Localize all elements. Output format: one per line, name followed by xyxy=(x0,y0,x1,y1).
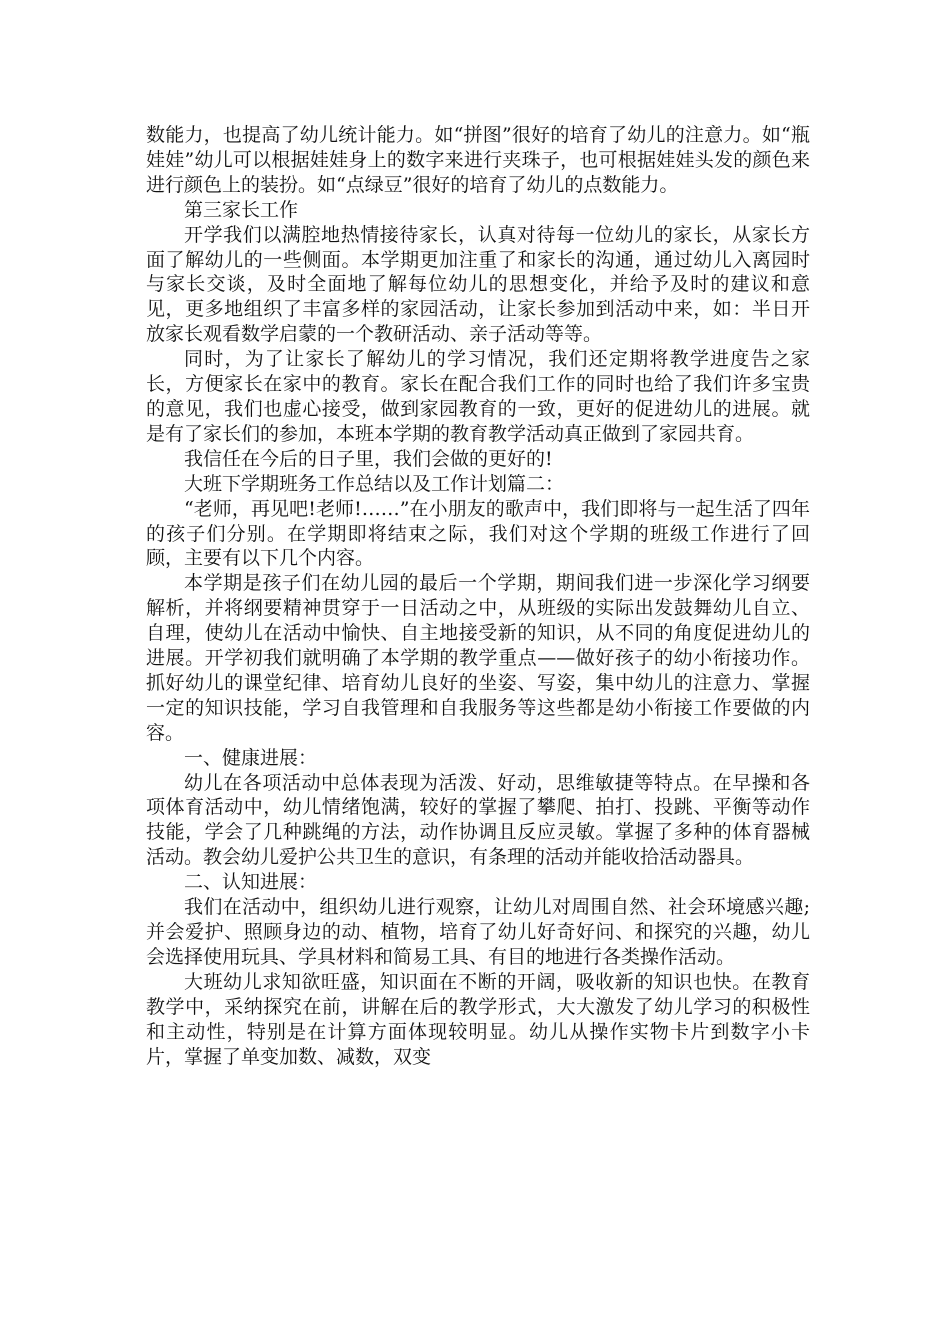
section-heading-parents: 第三家长工作 xyxy=(184,198,299,221)
paragraph-10: 幼儿在各项活动中总体表现为活泼、好动，思维敏捷等特点。在早操和各项体育活动中，幼儿情绪饱满，较好的掌握了攀爬、拍打、投跳、平衡等动作技能，学会了几种跳绳的方法，动作协调且反应灵敏。掌握了多种的体育器械活动。教会幼儿爱护公共卫生的意识，有条理的活动并能收拾活动器具。 xyxy=(146,771,810,869)
section-heading-cognition: 二、认知进展： xyxy=(184,871,318,894)
section-heading-health: 一、健康进展： xyxy=(184,746,318,769)
paragraph-5: 我信任在今后的日子里，我们会做的更好的! xyxy=(184,447,553,470)
paragraph-4: 同时，为了让家长了解幼儿的学习情况，我们还定期将教学进度告之家长，方便家长在家中的教育。家长在配合我们工作的同时也给了我们许多宝贵的意见，我们也虚心接受，做到家园教育的一致，更好的促进幼儿的进展。就是有了家长们的参加，本班本学期的教育教学活动真正做到了家园共育。 xyxy=(146,348,810,445)
document-body xyxy=(146,123,810,1069)
section-heading-part-two: 大班下学期班务工作总结以及工作计划篇二： xyxy=(184,472,565,495)
paragraph-8: 本学期是孩子们在幼儿园的最后一个学期，期间我们进一步深化学习纲要解析，并将纲要精神贯穿于一日活动之中，从班级的实际出发鼓舞幼儿自立、自理，使幼儿在活动中愉快、自主地接受新的知识，从不同的角度促进幼儿的进展。开学初我们就明确了本学期的教学重点——做好孩子的幼小衔接功作。抓好幼儿的课堂纪律、培育幼儿良好的坐姿、写姿，集中幼儿的注意力、掌握一定的知识技能，学习自我管理和自我服务等这些都是幼小衔接工作要做的内容。 xyxy=(146,572,810,744)
paragraph-7: “老师，再见吧!老师!……”在小朋友的歌声中，我们即将与一起生活了四年的孩子们分别。在学期即将结束之际，我们对这个学期的班级工作进行了回顾，主要有以下几个内容。 xyxy=(146,497,810,570)
paragraph-1: 数能力，也提高了幼儿统计能力。如“拼图”很好的培育了幼儿的注意力。如“瓶娃娃”幼儿可以根据娃娃身上的数字来进行夹珠子，也可根据娃娃头发的颜色来进行颜色上的装扮。如“点绿豆”很好的培育了幼儿的点数能力。 xyxy=(146,124,810,196)
paragraph-3: 开学我们以满腔地热情接待家长，认真对待每一位幼儿的家长，从家长方面了解幼儿的一些侧面。本学期更加注重了和家长的沟通，通过幼儿入离园时与家长交谈，及时全面地了解每位幼儿的思想变化，并给予及时的建议和意见，更多地组织了丰富多样的家园活动，让家长参加到活动中来，如：半日开放家长观看数学启蒙的一个教研活动、亲子活动等等。 xyxy=(146,223,810,346)
paragraph-12: 我们在活动中，组织幼儿进行观察，让幼儿对周围自然、社会环境感兴趣;并会爱护、照顾身边的动、植物，培育了幼儿好奇好问、和探究的兴趣，幼儿会选择使用玩具、学具材料和简易工具、有目的地进行各类操作活动。 xyxy=(146,896,810,968)
paragraph-13: 大班幼儿求知欲旺盛，知识面在不断的开阔，吸收新的知识也快。在教育教学中，采纳探究在前，讲解在后的教学形式，大大激发了幼儿学习的积极性和主动性，特别是在计算方面体现较明显。幼儿从操作实物卡片到数字小卡片，掌握了单变加数、减数，双变 xyxy=(146,970,810,1068)
